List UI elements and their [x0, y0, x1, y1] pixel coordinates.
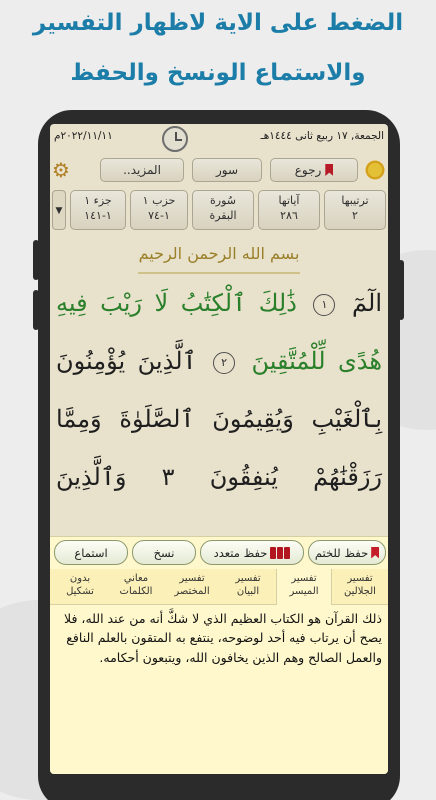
ayat-count-value: ٢٨٦: [280, 208, 298, 222]
more-button[interactable]: [100, 158, 184, 182]
back-button[interactable]: [270, 158, 358, 182]
surah-order-value: ٢: [352, 208, 358, 222]
tab-label: تفسير: [235, 573, 261, 584]
save-for-khatma-button[interactable]: [308, 540, 386, 565]
tab-label: معاني: [123, 573, 149, 584]
tab-label: المختصر: [174, 586, 210, 597]
surah-name-title: سُورة: [210, 194, 236, 207]
surah-info-bar: [50, 190, 388, 232]
headline-line-1: الضغط على الاية لاظهار التفسير: [32, 10, 404, 36]
ayat-count-title: آياتها: [278, 194, 300, 207]
ayah-actions-bar: [52, 540, 386, 566]
headline-line-2: والاستماع الونسخ والحفظ: [70, 60, 366, 86]
tab-tafsir-bayan[interactable]: [220, 569, 276, 605]
ayah-number-marker: ٢: [213, 352, 235, 374]
verse-text-highlighted[interactable]: ذَٰلِكَ ٱلْكِتَٰبُ لَا رَيْبَ فِيهِ: [56, 289, 297, 317]
tab-tafsir-mukhtasar[interactable]: [164, 569, 220, 605]
date-bar: [50, 124, 388, 152]
tab-label: الكلمات: [119, 586, 153, 597]
gear-icon[interactable]: ⚙: [52, 158, 70, 182]
verse-line[interactable]: بِٱلْغَيْبِ وَيُقِيمُونَ ٱلصَّلَوٰةَ وَمِمَّا: [56, 405, 382, 433]
surah-order-cell: [324, 190, 386, 230]
phone-power-button: [398, 260, 404, 320]
hizb-title: حزب ١: [142, 194, 176, 207]
hizb-value: ١-٧٤: [148, 208, 170, 222]
tafsir-panel: [50, 536, 388, 774]
verse-text[interactable]: الٓمٓ: [352, 289, 382, 317]
hijri-date: الجمعة, ١٧ ربيع ثانى ١٤٤٤هـ: [260, 130, 384, 142]
navigation-bar: [50, 158, 388, 186]
app-screen: [50, 124, 388, 774]
books-icon: [270, 547, 290, 559]
hizb-cell[interactable]: [130, 190, 188, 230]
surah-order-title: ترتيبها: [341, 194, 369, 207]
tab-tafsir-jalalayn[interactable]: [332, 569, 388, 605]
tab-word-meanings[interactable]: [108, 569, 164, 605]
juz-title: جزء ١: [84, 194, 112, 207]
copy-button[interactable]: [132, 540, 196, 565]
tab-tafsir-muyassar[interactable]: [276, 569, 332, 605]
tab-label: تشكيل: [66, 586, 94, 597]
save-for-khatma-label: حفظ للختم: [314, 545, 369, 560]
ayat-count-cell: [258, 190, 320, 230]
bookmark-icon: [371, 547, 379, 559]
verse-line[interactable]: [56, 347, 382, 375]
listen-button-label: استماع: [74, 545, 108, 560]
tafsir-text: ذلك القرآن هو الكتاب العظيم الذي لا شكَّ أنه من عند الله، فلا يصح أن يرتاب فيه أحد لوضوحه، ينتفع به المتقون بالعلم النافع والعمل الصالح وهم الذين يخافون الله، ويتبعون أحكامه.: [64, 611, 382, 665]
tab-label: الجلالين: [344, 586, 376, 597]
surah-name-value: البقرة: [209, 208, 237, 222]
tab-label: البيان: [236, 586, 260, 597]
surahs-button[interactable]: [192, 158, 262, 182]
multi-save-label: حفظ متعدد: [213, 545, 268, 560]
ayah-number-marker: ١: [313, 294, 335, 316]
tab-label: تفسير: [347, 573, 373, 584]
surahs-button-label: سور: [215, 163, 239, 177]
surah-name-cell[interactable]: [192, 190, 254, 230]
tab-label: بدون: [69, 573, 91, 584]
tab-label: تفسير: [179, 573, 205, 584]
basmala-ornament: بسم الله الرحمن الرحيم: [128, 244, 310, 274]
phone-side-button: [33, 240, 39, 280]
verse-line[interactable]: رَزَقْنَٰهُمْ يُنفِقُونَ ٣ وَٱلَّذِينَ: [56, 463, 382, 491]
verse-text-highlighted[interactable]: هُدًى لِّلْمُتَّقِينَ: [251, 347, 382, 375]
bookmark-icon: [325, 164, 333, 176]
gregorian-date: ٢٠٢٢/١١/١١م: [54, 130, 113, 142]
juz-value: ١-١٤١: [84, 208, 112, 222]
juz-cell[interactable]: [70, 190, 126, 230]
tab-no-diacritics[interactable]: [52, 569, 108, 605]
back-button-label: رجوع: [294, 163, 322, 177]
more-button-label: المزيد..: [123, 163, 161, 177]
expand-arrow-icon[interactable]: ▼: [52, 190, 66, 230]
tab-label: الميسر: [289, 586, 319, 597]
tab-label: تفسير: [291, 573, 317, 584]
tafsir-tabs: [50, 569, 388, 605]
phone-side-button: [33, 290, 39, 330]
listen-button[interactable]: [54, 540, 128, 565]
clock-icon: [162, 126, 188, 152]
multi-save-button[interactable]: [200, 540, 304, 565]
verse-line[interactable]: [56, 289, 382, 317]
verse-text[interactable]: ٱلَّذِينَ يُؤْمِنُونَ: [56, 347, 197, 375]
copy-button-label: نسخ: [153, 545, 175, 560]
